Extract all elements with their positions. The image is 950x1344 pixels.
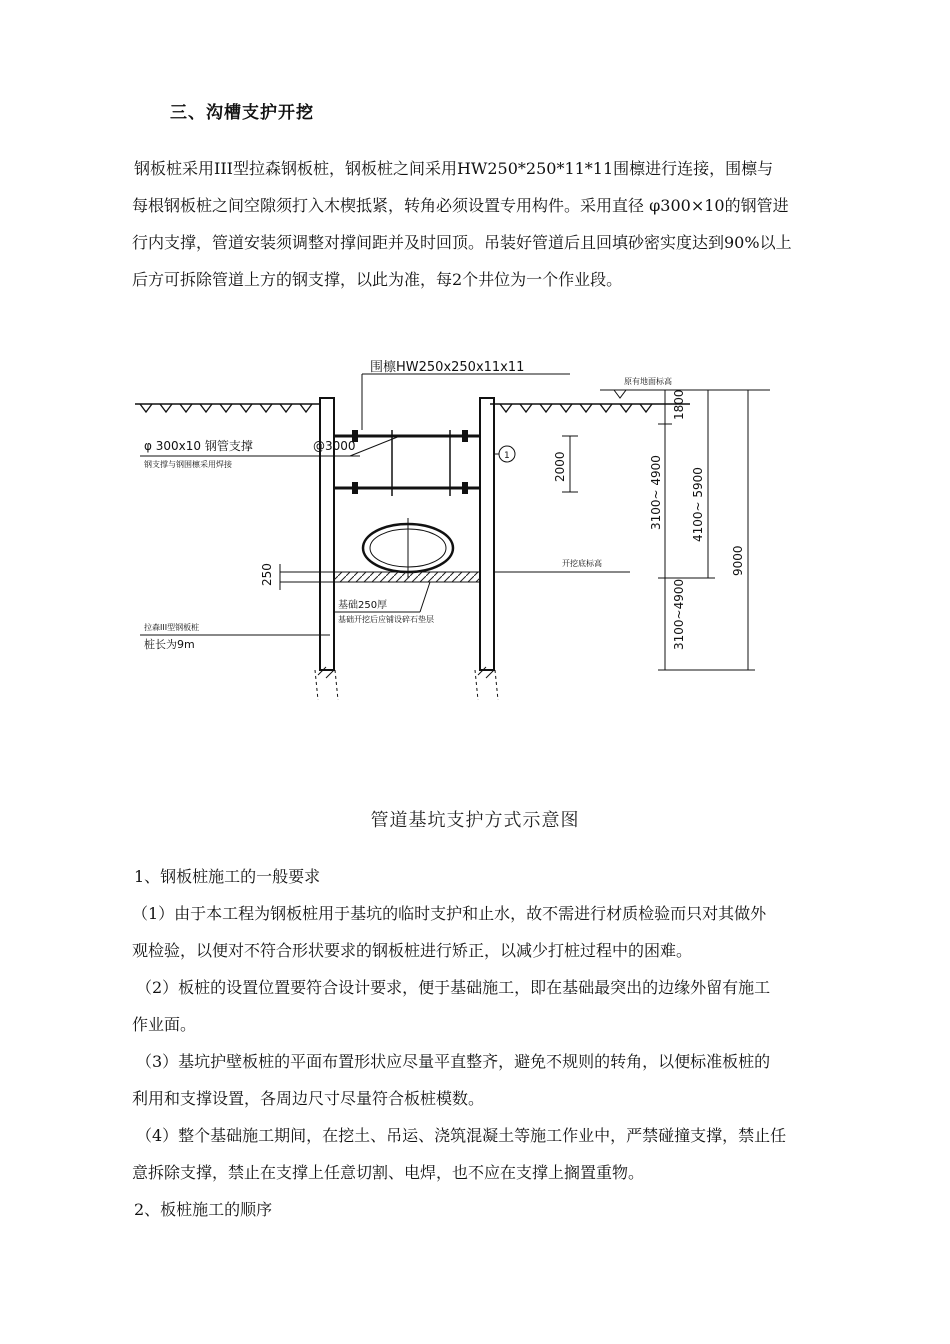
list-item: （3）基坑护壁板桩的平面布置形状应尽量平直整齐，避免不规则的转角，以便标准板桩的: [136, 1052, 771, 1071]
list-item-continued: 作业面。: [132, 1015, 197, 1034]
dim-3100-4900-top: 3100~ 4900: [649, 455, 663, 530]
list-item-continued: 观检验，以便对不符合形状要求的钢板桩进行矫正，以减少打桩过程中的困难。: [132, 941, 693, 960]
dim-1800: 1800: [672, 389, 686, 420]
list-item: （1）由于本工程为钢板桩用于基坑的临时支护和止水，故不需进行材质检验而只对其做外: [132, 904, 767, 923]
list-item: 2、板桩施工的顺序: [134, 1200, 273, 1219]
waling-label: 围檩HW250x250x11x11: [370, 360, 525, 375]
intro-line: 行内支撑，管道安装须调整对撑间距并及时回顶。吊装好管道后且回填砂密实度达到90%以上: [132, 233, 792, 252]
strut-label: φ 300x10 钢管支撑: [144, 439, 253, 453]
list-item-continued: 利用和支撑设置，各周边尺寸尽量符合板桩模数。: [132, 1089, 485, 1108]
intro-line: 钢板桩采用III型拉森钢板桩，钢板桩之间采用HW250*250*11*11围檩进行连接，围檩与: [134, 159, 774, 178]
intro-paragraph: [132, 150, 872, 298]
requirements-list: [132, 858, 872, 1228]
intro-line: 后方可拆除管道上方的钢支撑，以此为准，每2个井位为一个作业段。: [132, 270, 623, 289]
ground-line-left: [135, 404, 320, 412]
pile-note-label: 拉森III型钢板桩: [144, 623, 200, 632]
dim-4100-5900: 4100~ 5900: [691, 467, 705, 542]
strut-spacing-label: @3000: [313, 439, 356, 453]
pit-bottom-label: 开挖底标高: [562, 559, 602, 568]
list-item-continued: 意拆除支撑，禁止在支撑上任意切割、电焊，也不应在支撑上搁置重物。: [132, 1163, 645, 1182]
dim-2000: 2000: [553, 451, 567, 482]
ground-line-right: [490, 390, 770, 412]
intro-line: 每根钢板桩之间空隙须打入木楔抵紧，转角必须设置专用构件。采用直径 φ300×10的钢管进: [132, 196, 789, 215]
foundation-label: 基础250厚: [338, 600, 388, 611]
pipe-section: [363, 518, 453, 578]
list-item: （4）整个基础施工期间，在挖土、吊运、浇筑混凝土等施工作业中，严禁碰撞支撑，禁止任: [136, 1126, 787, 1145]
dim-3100-4900-bottom: 3100~4900: [672, 578, 686, 650]
dim-9000: 9000: [731, 545, 745, 576]
foundation-layer: [280, 572, 630, 582]
pile-length-label: 桩长为9m: [144, 638, 195, 651]
dim-250: 250: [260, 563, 274, 586]
figure-caption: 管道基坑支护方式示意图: [370, 810, 580, 831]
right-sheet-pile: [480, 398, 494, 670]
circle-number: 1: [504, 451, 510, 461]
steel-struts: [334, 430, 480, 496]
list-item: （2）板桩的设置位置要符合设计要求，便于基础施工，即在基础最突出的边缘外留有施工: [136, 978, 771, 997]
ground-level-label: 原有地面标高: [624, 377, 672, 386]
list-item: 1、钢板桩施工的一般要求: [134, 867, 321, 886]
section-title: 三、沟槽支护开挖: [170, 103, 314, 123]
strut-note-label: 钢支撑与钢围檩采用焊接: [144, 460, 232, 469]
trench-support-diagram: [130, 360, 790, 720]
foundation-note-label: 基础开挖后应铺设碎石垫层: [338, 615, 434, 624]
